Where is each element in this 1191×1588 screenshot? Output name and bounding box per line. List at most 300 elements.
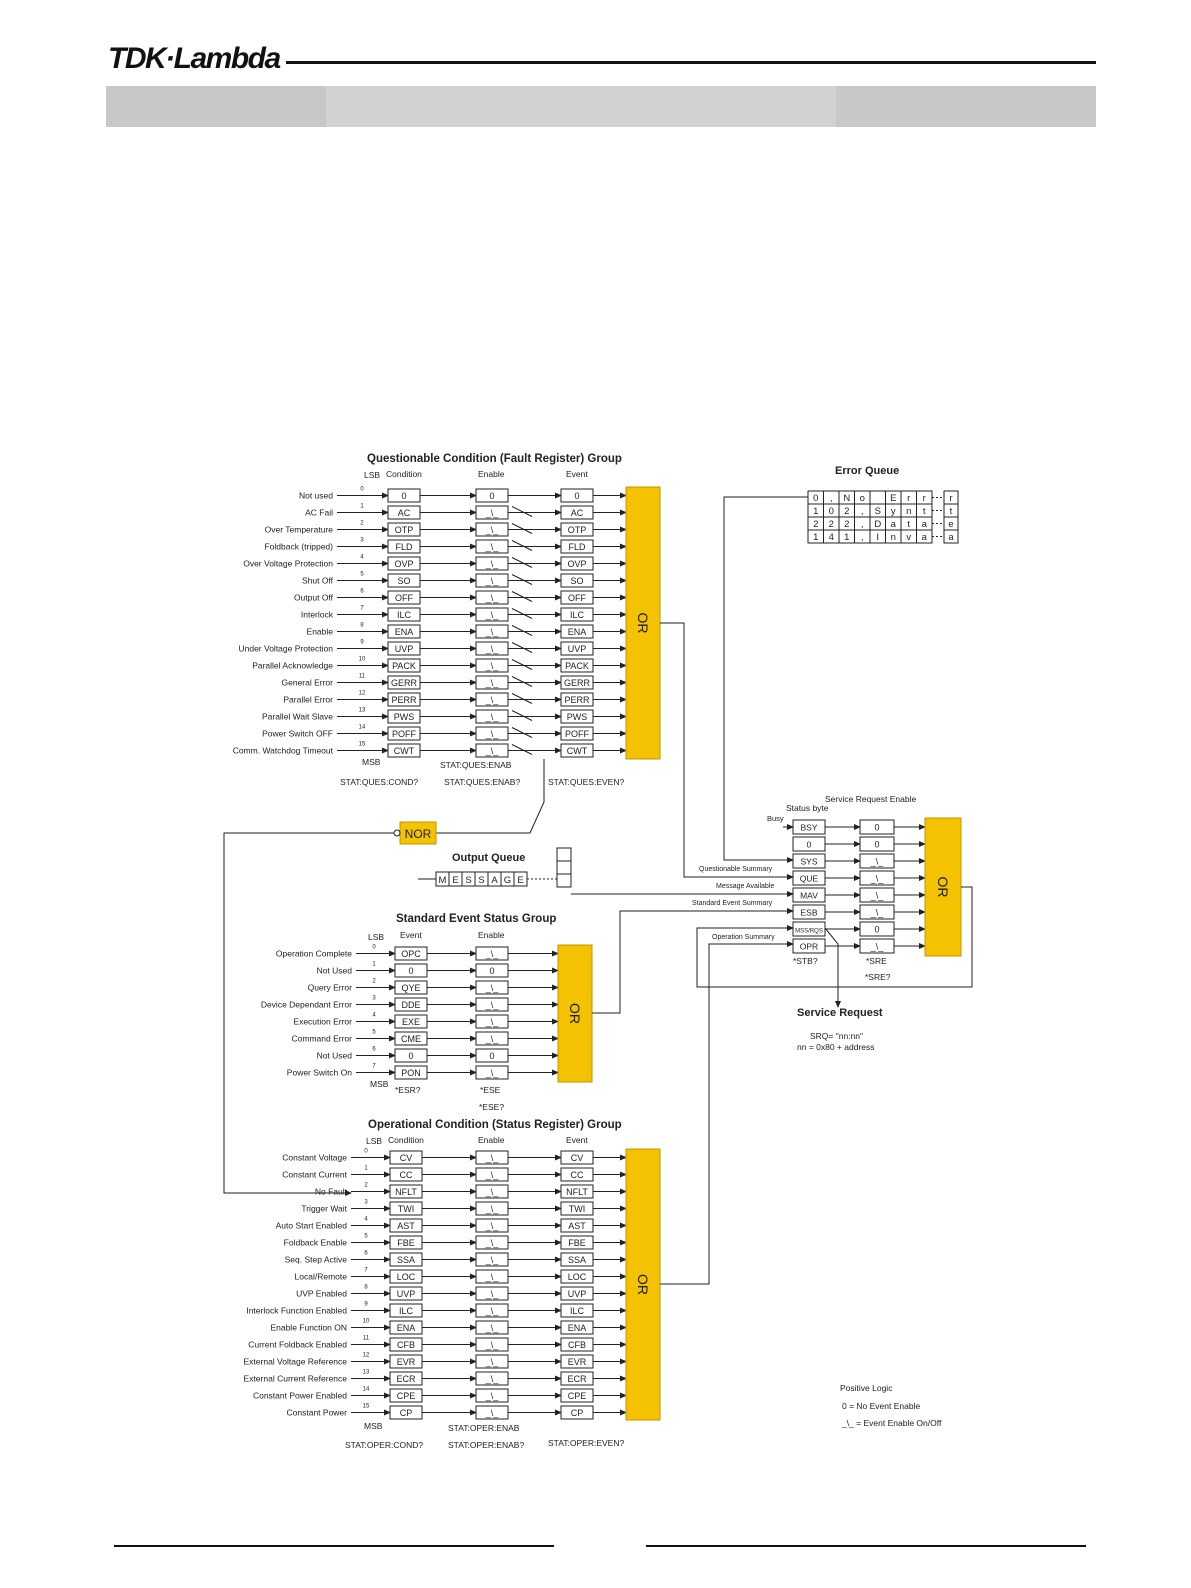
busy-label: Busy	[767, 814, 784, 823]
standard-event-enable-header: Enable	[478, 930, 505, 940]
error-queue-char-3-4: I	[876, 532, 880, 543]
error-queue-char-2-2: 2	[844, 519, 850, 530]
questionable-latch-diagonal-15	[512, 745, 532, 755]
operational-event-8: UVP	[567, 1289, 587, 1299]
questionable-lsb-label: LSB	[364, 470, 381, 480]
questionable-bit-number-5: 5	[360, 571, 364, 578]
operational-enable-9: _\_	[485, 1306, 499, 1316]
stat-oper-enab-query: STAT:OPER:ENAB?	[448, 1440, 525, 1450]
standard_event-bit-number-1: 1	[372, 961, 376, 968]
legend-enable: _\_ = Event Enable On/Off	[842, 1418, 942, 1428]
error-queue-char-3-7: a	[921, 532, 927, 543]
questionable-event-2: OTP	[567, 525, 587, 535]
questionable-bit-number-7: 7	[360, 605, 364, 612]
output-queue-letter-0: M	[438, 875, 447, 886]
standard_event-enable-5: _\_	[485, 1034, 499, 1044]
questionable-summary-label: Questionable Summary	[699, 866, 773, 873]
questionable-latch-diagonal-1	[512, 507, 532, 517]
error-queue-char-0-6: r	[907, 493, 911, 504]
questionable-event-header: Event	[566, 469, 588, 479]
operation-summary-label: Operation Summary	[712, 934, 775, 941]
operational-cond-10: ENA	[396, 1323, 416, 1333]
operational-input-3: Trigger Wait	[301, 1203, 347, 1214]
error-queue-char-2-7: a	[921, 519, 927, 530]
operational-cond-8: UVP	[396, 1289, 416, 1299]
questionable-bit-number-12: 12	[358, 690, 366, 697]
operational-event-3: TWI	[568, 1204, 586, 1214]
operational-enable-8: _\_	[485, 1289, 499, 1299]
operational-bit-number-0: 0	[364, 1148, 368, 1155]
standard_event-cond-5: CME	[401, 1034, 421, 1044]
questionable-enable-12: _\_	[485, 695, 499, 705]
status-byte-or-gate-label: OR	[935, 876, 951, 898]
questionable-event-7: ILC	[569, 610, 585, 620]
questionable-latch-diagonal-14	[512, 728, 532, 738]
operational-enable-6: _\_	[485, 1255, 499, 1265]
operational-input-12: External Voltage Reference	[243, 1356, 347, 1367]
stb-query: *STB?	[793, 956, 818, 966]
questionable-bit-number-0: 0	[360, 486, 364, 493]
operational-enable-3: _\_	[485, 1204, 499, 1214]
output-queue-letter-4: A	[491, 875, 498, 886]
error-queue-char-1-7: t	[922, 506, 926, 517]
questionable-enable-7: _\_	[485, 610, 499, 620]
operational-bit-number-9: 9	[364, 1301, 368, 1308]
operational-enable-4: _\_	[485, 1221, 499, 1231]
output-queue-letter-2: S	[465, 875, 472, 886]
questionable-enable-11: _\_	[485, 678, 499, 688]
questionable-cond-4: OVP	[394, 559, 414, 569]
questionable-enable-1: _\_	[485, 508, 499, 518]
standard_event-bit-number-0: 0	[372, 944, 376, 951]
operational-bit-number-2: 2	[364, 1182, 368, 1189]
standard_event-input-3: Device Dependant Error	[260, 999, 352, 1010]
operational-input-1: Constant Current	[282, 1169, 347, 1180]
error-queue-cell-0-4	[870, 491, 886, 504]
questionable-latch-diagonal-13	[512, 711, 532, 721]
operational-bit-number-3: 3	[364, 1199, 368, 1206]
error-queue-tail-1: t	[949, 506, 953, 517]
questionable-bit-number-13: 13	[358, 707, 366, 714]
operational-bit-number-5: 5	[364, 1233, 368, 1240]
standard-event-summary-wire	[592, 911, 793, 1013]
operational-enable-7: _\_	[485, 1272, 499, 1282]
questionable-cond-1: AC	[397, 508, 411, 518]
error-queue-char-1-3: ,	[860, 506, 864, 517]
questionable-input-12: Parallel Error	[283, 694, 333, 705]
questionable-enable-10: _\_	[485, 661, 499, 671]
status-byte-bit-2: SYS	[800, 856, 818, 867]
standard_event-cond-6: 0	[408, 1051, 414, 1061]
stat-ques-cond: STAT:QUES:COND?	[340, 777, 419, 787]
questionable-enable-5: _\_	[485, 576, 499, 586]
operational-event-1: CC	[570, 1170, 584, 1180]
questionable-cond-5: SO	[397, 576, 411, 586]
operational-input-2: No Fault	[314, 1186, 347, 1197]
operational-cond-5: FBE	[397, 1238, 415, 1248]
questionable-enable-9: _\_	[485, 644, 499, 654]
operational-cond-4: AST	[397, 1221, 415, 1231]
questionable-cond-0: 0	[401, 491, 407, 501]
questionable-cond-13: PWS	[393, 712, 415, 722]
output-queue-letter-5: G	[503, 875, 512, 886]
stat-ques-enab: STAT:QUES:ENAB	[440, 760, 512, 770]
questionable-enable-3: _\_	[485, 542, 499, 552]
questionable-bit-number-14: 14	[358, 724, 366, 731]
questionable-bit-number-9: 9	[360, 639, 364, 646]
questionable-event-5: SO	[570, 576, 584, 586]
operational-bit-number-8: 8	[364, 1284, 368, 1291]
questionable-enable-2: _\_	[485, 525, 499, 535]
error-queue-char-2-0: 2	[813, 519, 819, 530]
questionable-bit-number-2: 2	[360, 520, 364, 527]
standard_event-input-6: Not Used	[316, 1050, 352, 1061]
standard_event-enable-6: 0	[489, 1051, 495, 1061]
questionable-input-3: Foldback (tripped)	[264, 541, 333, 552]
questionable-cond-11: GERR	[390, 678, 418, 688]
questionable-cond-12: PERR	[391, 695, 417, 705]
operational-cond-15: CP	[399, 1408, 413, 1418]
operational-input-15: Constant Power	[286, 1407, 347, 1418]
operational-cond-11: CFB	[397, 1340, 415, 1350]
questionable-enable-15: _\_	[485, 746, 499, 756]
questionable-event-10: PACK	[565, 661, 589, 671]
questionable-bit-number-11: 11	[358, 673, 366, 680]
operational-enable-2: _\_	[485, 1187, 499, 1197]
questionable-event-6: OFF	[568, 593, 586, 603]
status-byte-bit-0: BSY	[800, 822, 818, 833]
questionable-event-14: POFF	[565, 729, 589, 739]
questionable-or-gate-label: OR	[635, 612, 651, 634]
standard_event-input-0: Operation Complete	[275, 948, 352, 959]
standard_event-enable-7: _\_	[485, 1068, 499, 1078]
operational-enable-15: _\_	[485, 1408, 499, 1418]
standard_event-cond-1: 0	[408, 966, 414, 976]
operational-enable-12: _\_	[485, 1357, 499, 1367]
operational-bit-number-1: 1	[364, 1165, 368, 1172]
standard_event-bit-number-4: 4	[372, 1012, 376, 1019]
legend-zero: 0 = No Event Enable	[842, 1401, 921, 1411]
standard_event-input-4: Execution Error	[293, 1016, 352, 1027]
questionable-cond-8: ENA	[394, 627, 414, 637]
error-queue-char-2-4: D	[874, 519, 882, 530]
sre-cmd: *SRE	[866, 956, 887, 966]
standard_event-enable-3: _\_	[485, 1000, 499, 1010]
operational-enable-14: _\_	[485, 1391, 499, 1401]
operational-input-5: Foldback Enable	[283, 1237, 347, 1248]
error-queue-char-0-1: ,	[829, 493, 833, 504]
questionable-input-0: Not used	[298, 490, 333, 501]
sre-query: *SRE?	[865, 972, 891, 982]
questionable-cond-9: UVP	[394, 644, 414, 654]
operational-event-header: Event	[566, 1135, 588, 1145]
sre-enable-6: 0	[874, 924, 880, 935]
questionable-event-13: PWS	[566, 712, 588, 722]
operational-cond-0: CV	[399, 1153, 413, 1163]
operational-event-11: CFB	[568, 1340, 586, 1350]
questionable-enable-header: Enable	[478, 469, 505, 479]
sre-enable-4: _\_	[870, 890, 884, 901]
output-queue-stack-2	[557, 874, 571, 887]
standard_event-enable-1: 0	[489, 966, 495, 976]
error-queue-char-2-1: 2	[828, 519, 834, 530]
standard_event-input-7: Power Switch On	[286, 1067, 352, 1078]
questionable-input-5: Shut Off	[301, 575, 333, 586]
operational-event-9: ILC	[569, 1306, 585, 1316]
questionable-enable-4: _\_	[485, 559, 499, 569]
operational-enable-0: _\_	[485, 1153, 499, 1163]
questionable-latch-diagonal-7	[512, 609, 532, 619]
operational-or-gate-label: OR	[635, 1274, 651, 1295]
srq-format: SRQ= "nn:nn"	[810, 1031, 864, 1041]
standard_event-enable-2: _\_	[485, 983, 499, 993]
sre-enable-2: _\_	[870, 856, 884, 867]
operational-input-7: Local/Remote	[294, 1271, 347, 1282]
stat-oper-enab: STAT:OPER:ENAB	[448, 1423, 520, 1433]
error-queue-char-1-6: n	[906, 506, 912, 517]
questionable-input-1: AC Fail	[305, 507, 333, 518]
questionable-bit-number-8: 8	[360, 622, 364, 629]
output-queue-title: Output Queue	[452, 852, 526, 864]
operational-event-13: ECR	[567, 1374, 587, 1384]
operational-input-0: Constant Voltage	[282, 1152, 347, 1163]
operational-enable-10: _\_	[485, 1323, 499, 1333]
questionable-latch-diagonal-9	[512, 643, 532, 653]
questionable-cond-15: CWT	[393, 746, 415, 756]
output-queue-letter-6: E	[517, 875, 524, 886]
error-queue-char-0-5: E	[890, 493, 897, 504]
questionable-enable-8: _\_	[485, 627, 499, 637]
questionable-latch-diagonal-10	[512, 660, 532, 670]
operational-cond-7: LOC	[396, 1272, 416, 1282]
output-queue-letter-3: S	[478, 875, 485, 886]
operational-cond-1: CC	[399, 1170, 413, 1180]
questionable-latch-diagonal-6	[512, 592, 532, 602]
error-queue-tail-3: a	[948, 532, 954, 543]
operational-bit-number-7: 7	[364, 1267, 368, 1274]
operational-bit-number-6: 6	[364, 1250, 368, 1257]
operational-event-14: CPE	[567, 1391, 587, 1401]
operational-condition-header: Condition	[388, 1135, 424, 1145]
sre-enable-0: 0	[874, 822, 880, 833]
standard-event-or-gate-label: OR	[567, 1003, 583, 1024]
operational-input-4: Auto Start Enabled	[275, 1220, 347, 1231]
status-byte-bit-5: ESB	[800, 907, 818, 918]
error-queue-char-2-6: t	[907, 519, 911, 530]
questionable-enable-13: _\_	[485, 712, 499, 722]
operational-event-0: CV	[570, 1153, 584, 1163]
error-queue-char-0-3: o	[859, 493, 865, 504]
stat-ques-even: STAT:QUES:EVEN?	[548, 777, 625, 787]
sre-enable-5: _\_	[870, 907, 884, 918]
standard_event-bit-number-2: 2	[372, 978, 376, 985]
questionable-cond-6: OFF	[395, 593, 413, 603]
operational-cond-2: NFLT	[395, 1187, 417, 1197]
operational-event-10: ENA	[567, 1323, 587, 1333]
standard_event-input-5: Command Error	[291, 1033, 352, 1044]
standard_event-bit-number-6: 6	[372, 1046, 376, 1053]
ese-cmd: *ESE	[480, 1085, 501, 1095]
questionable-latch-diagonal-8	[512, 626, 532, 636]
error-queue-char-0-7: r	[922, 493, 926, 504]
nor-gate-label: NOR	[404, 827, 432, 841]
operational-event-5: FBE	[568, 1238, 586, 1248]
questionable-cond-2: OTP	[394, 525, 414, 535]
standard_event-bit-number-5: 5	[372, 1029, 376, 1036]
standard_event-input-2: Query Error	[307, 982, 352, 993]
standard-event-lsb-label: LSB	[368, 932, 385, 942]
error-queue-tail-0: r	[949, 493, 953, 504]
questionable-event-8: ENA	[567, 627, 587, 637]
operational-bit-number-11: 11	[362, 1335, 370, 1342]
error-queue-tail-2: e	[948, 519, 954, 530]
error-queue-char-3-1: 4	[828, 532, 834, 543]
operational-bit-number-10: 10	[362, 1318, 370, 1325]
questionable-event-0: 0	[574, 491, 580, 501]
error-queue-char-2-3: ,	[860, 519, 864, 530]
questionable-latch-diagonal-12	[512, 694, 532, 704]
operational-enable-5: _\_	[485, 1238, 499, 1248]
questionable-cond-10: PACK	[392, 661, 416, 671]
operational-enable-13: _\_	[485, 1374, 499, 1384]
standard-event-msb-label: MSB	[370, 1079, 389, 1089]
service-request-title: Service Request	[797, 1007, 883, 1019]
operational-input-13: External Current Reference	[243, 1373, 347, 1384]
questionable-cond-14: POFF	[392, 729, 416, 739]
questionable-input-15: Comm. Watchdog Timeout	[232, 745, 333, 756]
operational-msb-label: MSB	[364, 1421, 383, 1431]
questionable-input-2: Over Temperature	[264, 524, 333, 535]
error-queue-char-3-5: n	[890, 532, 896, 543]
operational-input-6: Seq. Step Active	[284, 1254, 347, 1265]
questionable-event-9: UVP	[567, 644, 587, 654]
operational-cond-9: ILC	[398, 1306, 414, 1316]
questionable-input-10: Parallel Acknowledge	[252, 660, 333, 671]
operational-cond-3: TWI	[397, 1204, 415, 1214]
standard_event-cond-4: EXE	[401, 1017, 421, 1027]
operational-bit-number-12: 12	[362, 1352, 370, 1359]
standard-event-event-header: Event	[400, 930, 422, 940]
error-queue-char-3-0: 1	[813, 532, 819, 543]
standard_event-cond-2: QYE	[401, 983, 421, 993]
output-queue-stack-0	[557, 848, 571, 861]
sre-enable-1: 0	[874, 839, 880, 850]
sre-enable-3: _\_	[870, 873, 884, 884]
error-queue-char-3-6: v	[906, 532, 912, 543]
questionable-event-1: AC	[570, 508, 584, 518]
nor-gate-bubble	[394, 830, 400, 836]
standard_event-enable-0: _\_	[485, 949, 499, 959]
operational-input-8: UVP Enabled	[296, 1288, 347, 1299]
questionable-msb-label: MSB	[362, 757, 381, 767]
error-queue-char-1-0: 1	[813, 506, 819, 517]
error-queue-char-0-0: 0	[813, 493, 819, 504]
srq-address-formula: nn = 0x80 + address	[797, 1042, 875, 1052]
operational-event-12: EVR	[567, 1357, 587, 1367]
operation-summary-wire	[660, 944, 793, 1284]
error-queue-char-3-2: 1	[844, 532, 850, 543]
standard-event-summary-label: Standard Event Summary	[692, 900, 773, 907]
questionable-event-11: GERR	[563, 678, 591, 688]
questionable-bit-number-4: 4	[360, 554, 364, 561]
operational-event-7: LOC	[567, 1272, 587, 1282]
error-queue-char-3-3: ,	[860, 532, 864, 543]
questionable-input-8: Enable	[306, 626, 333, 637]
questionable-enable-14: _\_	[485, 729, 499, 739]
questionable-latch-diagonal-11	[512, 677, 532, 687]
output-queue-letter-1: E	[452, 875, 459, 886]
questionable-event-3: FLD	[568, 542, 586, 552]
standard_event-bit-number-3: 3	[372, 995, 376, 1002]
questionable-latch-diagonal-5	[512, 575, 532, 585]
error-queue-char-0-2: N	[843, 493, 851, 504]
operational-bit-number-13: 13	[362, 1369, 370, 1376]
status-byte-bit-4: MAV	[800, 890, 818, 901]
operational-cond-13: ECR	[396, 1374, 416, 1384]
operational-event-2: NFLT	[566, 1187, 588, 1197]
operational-bit-number-14: 14	[362, 1386, 370, 1393]
status-byte-bit-6: MSS/RQS	[795, 928, 823, 935]
status-byte-bit-7: OPR	[799, 941, 819, 952]
questionable-bit-number-1: 1	[360, 503, 364, 510]
status-byte-bit-1: 0	[806, 839, 812, 850]
stat-oper-even: STAT:OPER:EVEN?	[548, 1438, 625, 1448]
questionable-input-6: Output Off	[293, 592, 333, 603]
legend-title: Positive Logic	[840, 1383, 893, 1393]
questionable-input-9: Under Voltage Protection	[238, 643, 333, 654]
operational-enable-1: _\_	[485, 1170, 499, 1180]
error-queue-char-1-4: S	[874, 506, 881, 517]
questionable-input-13: Parallel Wait Slave	[261, 711, 333, 722]
questionable-latch-diagonal-4	[512, 558, 532, 568]
operational-title: Operational Condition (Status Register) Group	[368, 1119, 622, 1131]
operational-event-15: CP	[570, 1408, 584, 1418]
operational-cond-14: CPE	[396, 1391, 416, 1401]
questionable-latch-diagonal-2	[512, 524, 532, 534]
sre-enable-7: _\_	[870, 941, 884, 952]
questionable-bit-number-15: 15	[358, 741, 366, 748]
questionable-input-7: Interlock	[300, 609, 333, 620]
questionable-cond-7: ILC	[396, 610, 412, 620]
standard_event-input-1: Not Used	[316, 965, 352, 976]
questionable-cond-3: FLD	[395, 542, 413, 552]
questionable-latch-diagonal-3	[512, 541, 532, 551]
esr-query: *ESR?	[395, 1085, 421, 1095]
standard-event-title: Standard Event Status Group	[396, 913, 557, 925]
error-queue-char-1-2: 2	[844, 506, 850, 517]
standard_event-cond-7: PON	[401, 1068, 421, 1078]
questionable-bit-number-10: 10	[358, 656, 366, 663]
operational-bit-number-4: 4	[364, 1216, 368, 1223]
status-byte-bit-3: QUE	[799, 873, 819, 884]
questionable-event-4: OVP	[567, 559, 587, 569]
questionable-summary-wire	[660, 623, 793, 877]
questionable-input-4: Over Voltage Protection	[243, 558, 333, 569]
operational-cond-12: EVR	[396, 1357, 416, 1367]
standard_event-bit-number-7: 7	[372, 1063, 376, 1070]
questionable-bit-number-3: 3	[360, 537, 364, 544]
operational-enable-11: _\_	[485, 1340, 499, 1350]
error-queue-title: Error Queue	[835, 465, 900, 477]
operational-event-4: AST	[568, 1221, 586, 1231]
service-request-enable-title: Service Request Enable	[825, 794, 917, 804]
questionable-bit-number-6: 6	[360, 588, 364, 595]
operational-input-11: Current Foldback Enabled	[248, 1339, 347, 1350]
operational-cond-6: SSA	[396, 1255, 416, 1265]
questionable-enable-6: _\_	[485, 593, 499, 603]
questionable-input-14: Power Switch OFF	[262, 728, 333, 739]
error-queue-char-1-1: 0	[828, 506, 834, 517]
